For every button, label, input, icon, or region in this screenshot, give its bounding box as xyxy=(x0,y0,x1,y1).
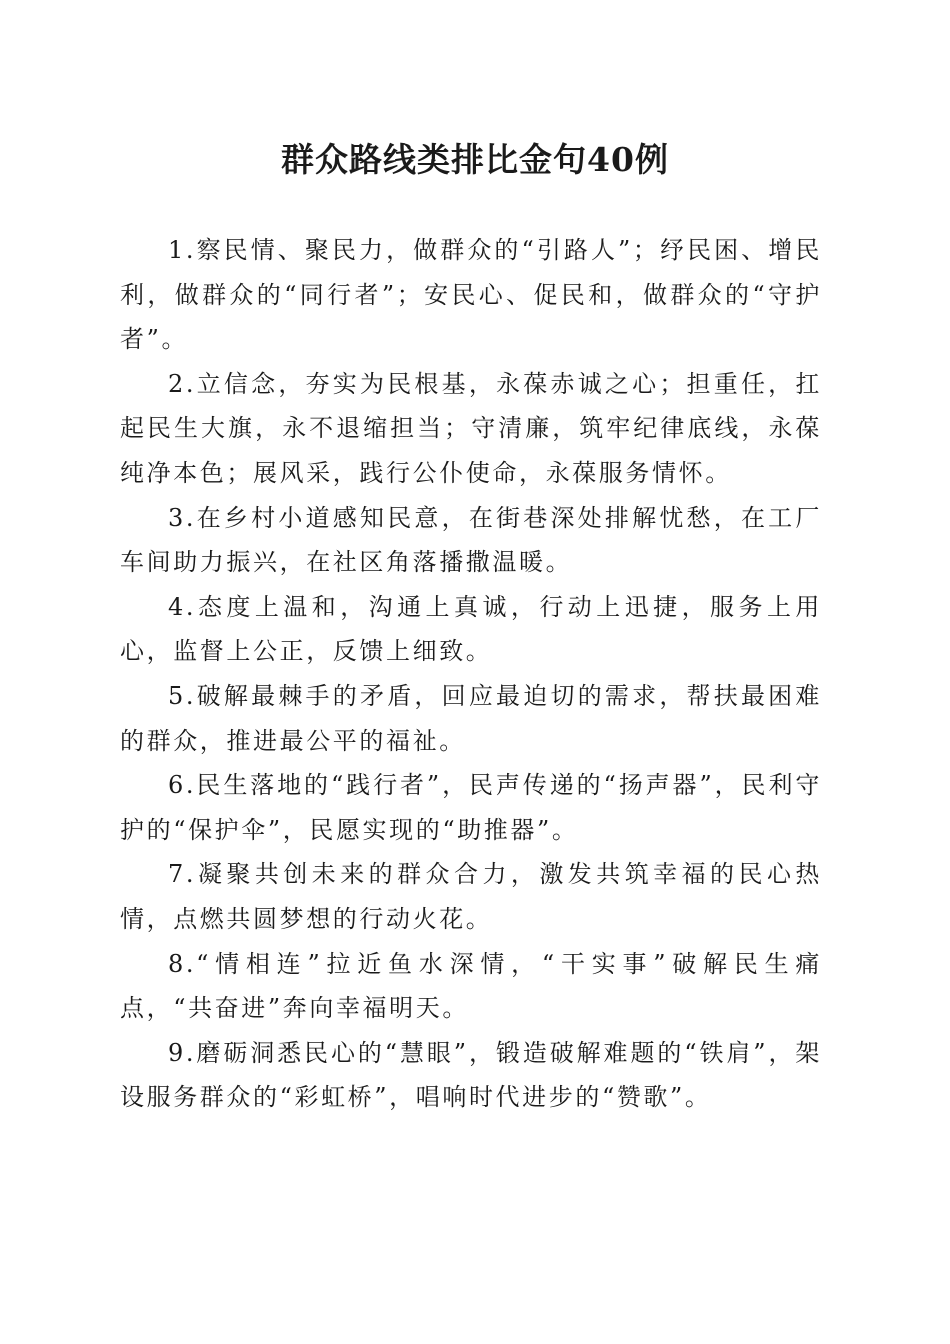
paragraph-7: 7.凝聚共创未来的群众合力，激发共筑幸福的民心热情，点燃共圆梦想的行动火花。 xyxy=(120,860,822,933)
paragraph-8: 8.“情相连”拉近鱼水深情，“干实事”破解民生痛点，“共奋进”奔向幸福明天。 xyxy=(120,949,822,1023)
document-body xyxy=(120,228,822,1120)
paragraph-4: 4.态度上温和，沟通上真诚，行动上迅捷，服务上用心，监督上公正，反馈上细致。 xyxy=(120,592,822,666)
paragraph-5: 5.破解最棘手的矛盾，回应最迫切的需求，帮扶最困难的群众，推进最公平的福祉。 xyxy=(120,681,822,755)
paragraph-1: 1.察民情、聚民力，做群众的“引路人”；纾民困、增民利，做群众的“同行者”；安民心、促民和，做群众的“守护者”。 xyxy=(120,236,822,354)
document-title: 群众路线类排比金句40例 xyxy=(281,140,669,179)
paragraph-3: 3.在乡村小道感知民意，在街巷深处排解忧愁，在工厂车间助力振兴，在社区角落播撒温暖。 xyxy=(120,503,822,577)
paragraph-6: 6.民生落地的“践行者”，民声传递的“扬声器”，民利守护的“保护伞”，民愿实现的“助推器”。 xyxy=(120,771,822,844)
paragraph-2: 2.立信念，夯实为民根基，永葆赤诚之心；担重任，扛起民生大旗，永不退缩担当；守清廉，筑牢纪律底线，永葆纯净本色；展风采，践行公仆使命，永葆服务情怀。 xyxy=(120,369,822,487)
paragraph-9: 9.磨砺洞悉民心的“慧眼”，锻造破解难题的“铁肩”，架设服务群众的“彩虹桥”，唱响时代进步的“赞歌”。 xyxy=(120,1038,822,1112)
